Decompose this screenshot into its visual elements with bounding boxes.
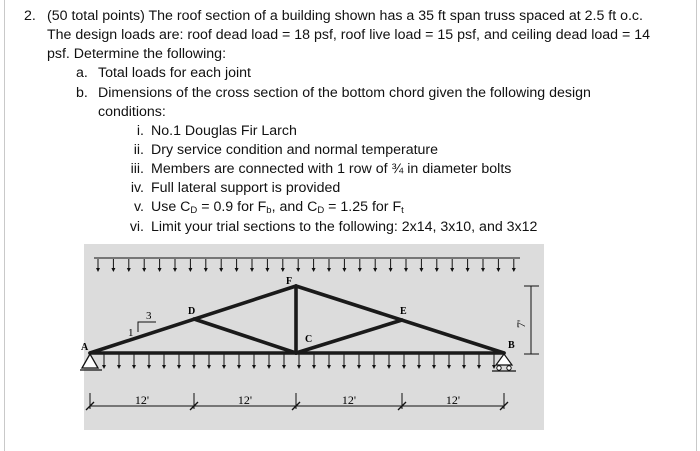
- roller-wheel: [497, 366, 501, 370]
- condition-text: Full lateral support is provided: [151, 180, 341, 196]
- condition-numeral: iv.: [130, 180, 144, 196]
- problem-line-2: The design loads are: roof dead load = 18 psf, roof live load = 15 psf, and ceiling dead load = 14: [47, 27, 650, 43]
- span-label: 12': [341, 393, 357, 407]
- condition-text: Members are connected with 1 row of ¾ in diameter bolts: [151, 161, 512, 177]
- problem-number: 2.: [24, 8, 36, 24]
- condition-numeral: i.: [136, 123, 144, 139]
- part-a-label: a.: [76, 65, 88, 81]
- subscript: t: [401, 205, 404, 216]
- problem-line-1: (50 total points) The roof section of a building shown has a 35 ft span truss spaced at 2.5 ft o.c.: [47, 8, 643, 24]
- subscript: D: [190, 205, 198, 216]
- text-run: = 0.9 for F: [197, 199, 267, 215]
- part-b-label: b.: [76, 85, 88, 101]
- subscript: b: [266, 205, 272, 216]
- condition-text: Dry service condition and normal temperature: [151, 142, 439, 158]
- condition-numeral: v.: [134, 199, 144, 215]
- height-label: 7': [514, 319, 528, 328]
- joint-label-c: C: [305, 334, 313, 345]
- joint-label-b: B: [508, 340, 515, 351]
- condition-text: Limit your trial sections to the following: 2x14, 3x10, and 3x12: [151, 219, 538, 235]
- joint-label-a: A: [81, 342, 89, 353]
- part-b-text-1: Dimensions of the cross section of the bottom chord given the following design: [98, 85, 591, 101]
- right-border: [696, 0, 697, 451]
- span-label: 12': [237, 393, 253, 407]
- condition-numeral: ii.: [133, 142, 144, 158]
- joint-label-f: F: [286, 276, 293, 287]
- truss-diagram: [81, 244, 544, 430]
- span-label: 12': [445, 393, 461, 407]
- part-a-text: Total loads for each joint: [98, 65, 251, 81]
- truss-figure: [81, 244, 544, 430]
- problem-line-3: psf. Determine the following:: [47, 46, 227, 62]
- slope-run-label: 1: [128, 327, 134, 339]
- condition-text: No.1 Douglas Fir Larch: [151, 123, 297, 139]
- joint-label-d: D: [188, 306, 196, 317]
- text-run: Use C: [151, 199, 191, 215]
- part-b-text-2: conditions:: [98, 104, 166, 120]
- subscript: D: [317, 205, 325, 216]
- joint-label-e: E: [400, 306, 407, 317]
- slope-rise-label: 3: [146, 310, 152, 322]
- text-run: , and C: [271, 199, 318, 215]
- roller-wheel: [507, 366, 511, 370]
- condition-numeral: vi.: [129, 219, 144, 235]
- condition-numeral: iii.: [130, 161, 144, 177]
- left-border: [4, 0, 5, 451]
- span-label: 12': [134, 393, 150, 407]
- text-run: = 1.25 for F: [324, 199, 402, 215]
- figure-background: [84, 244, 544, 430]
